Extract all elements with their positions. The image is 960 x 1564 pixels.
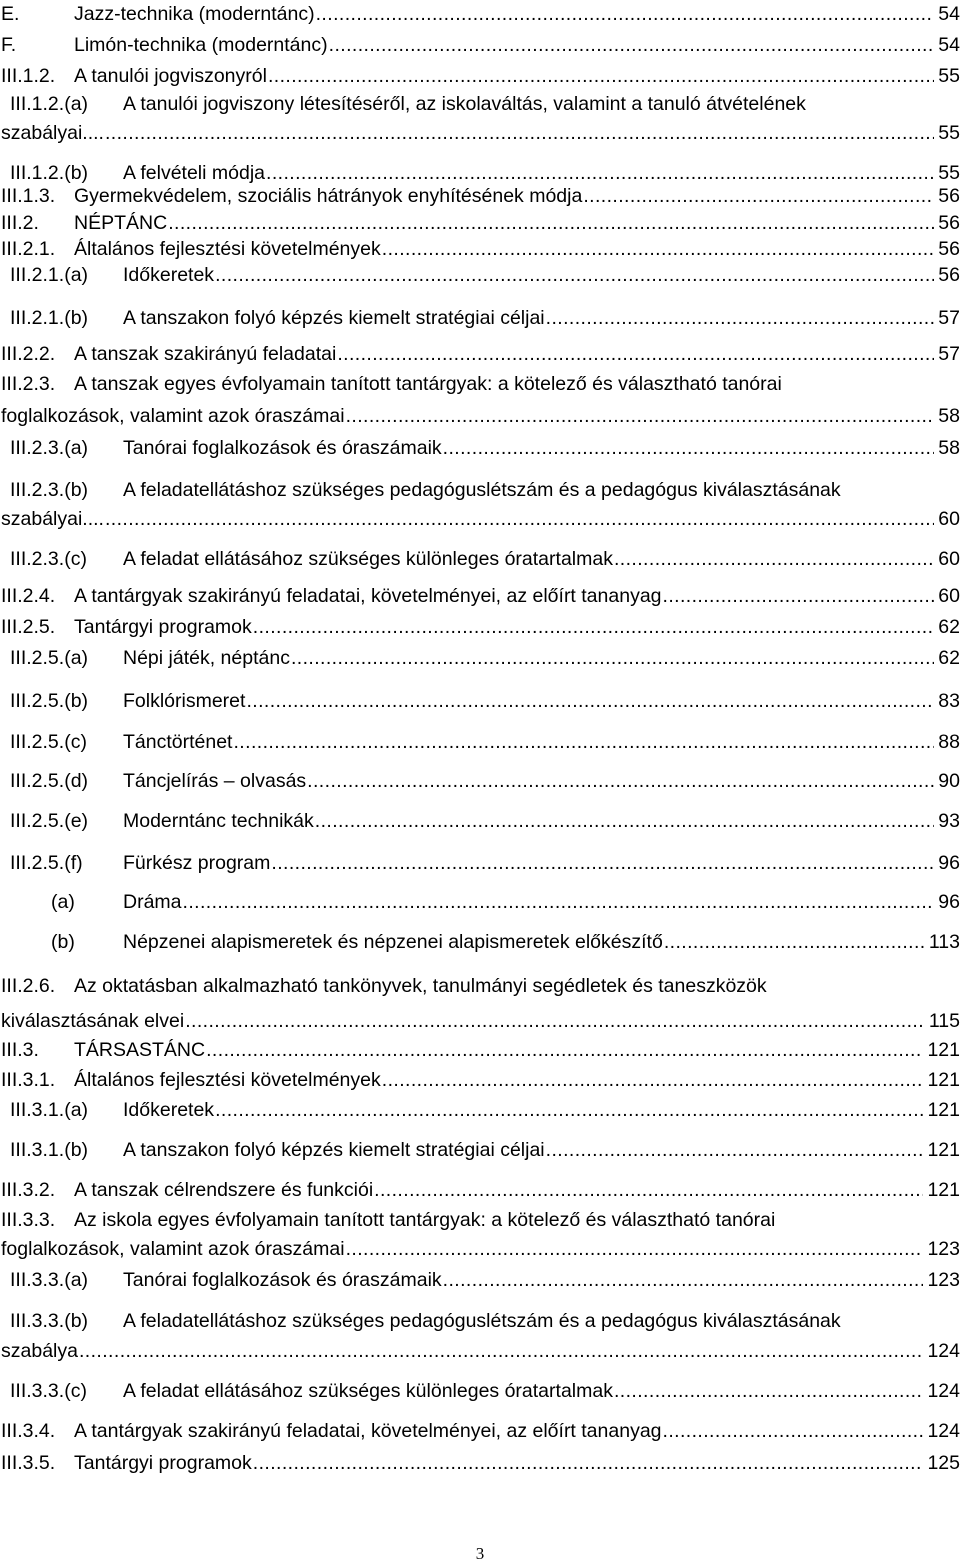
toc-entry-page: 125 (927, 1452, 960, 1474)
toc-entry-title: A tanszakon folyó képzés kiemelt stratégiai céljai (123, 1139, 545, 1161)
dot-leader (346, 403, 935, 429)
dot-leader (382, 1067, 924, 1093)
toc-entry (0, 1137, 960, 1163)
toc-entry-title: szabálya (1, 1340, 78, 1362)
toc-entry (0, 403, 960, 429)
toc-entry-number: III.1.2.(a) (10, 93, 89, 115)
dot-leader (246, 688, 934, 714)
toc-entry (0, 506, 960, 532)
toc-entry (0, 1308, 960, 1334)
toc-entry-page: 121 (927, 1099, 960, 1121)
toc-entry-number: III.2.3.(a) (10, 437, 89, 459)
toc-entry-page: 56 (938, 185, 960, 207)
toc-entry (0, 210, 960, 236)
toc-entry-number: III.1.2.(b) (10, 162, 89, 184)
dot-leader (346, 1236, 924, 1262)
dot-leader (253, 614, 935, 640)
toc-entry-number: III.2.5.(d) (10, 770, 89, 792)
toc-entry-title: Jazz-technika (moderntánc) (74, 3, 315, 25)
dot-leader (663, 1418, 924, 1444)
toc-entry-title: A tanulói jogviszony létesítéséről, az iskolaváltás, valamint a tanuló átvételének (123, 93, 806, 115)
toc-entry (0, 1418, 960, 1444)
toc-entry (0, 183, 960, 209)
toc-entry-page: 113 (928, 931, 960, 953)
toc-entry-page: 57 (938, 343, 960, 365)
toc-entry (0, 973, 960, 999)
toc-entry-title: NÉPTÁNC (74, 212, 168, 234)
toc-entry-title: Táncjelírás – olvasás (123, 770, 307, 792)
toc-entry (0, 63, 960, 89)
toc-entry-page: 83 (938, 690, 960, 712)
dot-leader (233, 729, 934, 755)
toc-entry (0, 1037, 960, 1063)
toc-entry-number: III.2.4. (1, 585, 56, 607)
toc-entry-number: E. (1, 3, 20, 25)
toc-entry-number: III.2.5.(f) (10, 852, 83, 874)
toc-entry-number: III.3.3.(c) (10, 1380, 87, 1402)
toc-entry-number: III.2.5.(a) (10, 647, 89, 669)
toc-entry (0, 236, 960, 262)
toc-entry-title: A feladatellátáshoz szükséges pedagóguslétszám és a pedagógus kiválasztásának (123, 479, 841, 501)
toc-entry-number: III.2.3. (1, 373, 56, 395)
toc-entry (0, 889, 960, 915)
dot-leader (105, 506, 934, 532)
dot-leader (168, 210, 934, 236)
toc-entry-title: Tánctörténet (123, 731, 233, 753)
toc-entry-title: Fürkész program (123, 852, 271, 874)
toc-entry-title: Az iskola egyes évfolyamain tanított tantárgyak: a kötelező és választható tanórai (74, 1209, 776, 1231)
dot-leader (215, 1097, 923, 1123)
toc-entry-page: 121 (927, 1069, 960, 1091)
dot-leader (253, 1450, 924, 1476)
toc-entry-title: Az oktatásban alkalmazható tankönyvek, tanulmányi segédletek és taneszközök (74, 975, 767, 997)
dot-leader (664, 929, 925, 955)
page-number: 3 (475, 1544, 485, 1563)
toc-entry-page: 57 (938, 307, 960, 329)
toc-entry (0, 1, 960, 27)
toc-entry-title: foglalkozások, valamint azok óraszámai (1, 405, 345, 427)
dot-leader (382, 236, 935, 262)
toc-entry-title: A tantárgyak szakirányú feladatai, követelményei, az előírt tananyag (74, 585, 662, 607)
toc-entry (0, 371, 960, 397)
toc-entry-number: III.3.1. (1, 1069, 56, 1091)
toc-entry-page: 62 (938, 616, 960, 638)
dot-leader (663, 583, 935, 609)
toc-entry-title: Tanórai foglalkozások és óraszámaik (123, 437, 442, 459)
toc-entry-title: foglalkozások, valamint azok óraszámai (1, 1238, 345, 1260)
dot-leader (443, 435, 935, 461)
toc-entry-title: Népi játék, néptánc (123, 647, 290, 669)
dot-leader (215, 262, 934, 288)
toc-entry (0, 1008, 960, 1034)
toc-entry-number: III.2.5. (1, 616, 56, 638)
toc-entry-number: III.1.3. (1, 185, 56, 207)
toc-entry (0, 1207, 960, 1233)
toc-entry-page: 115 (928, 1010, 960, 1032)
toc-entry-number: III.2.5.(e) (10, 810, 89, 832)
toc-entry (0, 1067, 960, 1093)
dot-leader (206, 1037, 923, 1063)
toc-entry-number: III.3.1.(b) (10, 1139, 89, 1161)
toc-entry-page: 124 (927, 1420, 960, 1442)
dot-leader (271, 850, 934, 876)
dot-leader (374, 1177, 923, 1203)
toc-entry-title: A tanszakon folyó képzés kiemelt stratégiai céljai (123, 307, 545, 329)
dot-leader (185, 1008, 925, 1034)
toc-entry (0, 729, 960, 755)
dot-leader (183, 889, 935, 915)
toc-entry-title: A feladatellátáshoz szükséges pedagóguslétszám és a pedagógus kiválasztásának (123, 1310, 841, 1332)
toc-entry (0, 341, 960, 367)
dot-leader (315, 808, 935, 834)
toc-entry (0, 850, 960, 876)
toc-entry-number: III.2.1.(a) (10, 264, 89, 286)
toc-entry-number: III.3.5. (1, 1452, 56, 1474)
toc-entry-page: 56 (938, 264, 960, 286)
toc-entry-page: 58 (938, 405, 960, 427)
toc-entry-title: Időkeretek (123, 264, 215, 286)
toc-entry (0, 768, 960, 794)
toc-entry (0, 546, 960, 572)
toc-entry-title: Általános fejlesztési követelmények (74, 1069, 381, 1091)
toc-entry-number: F. (1, 34, 17, 56)
dot-leader (337, 341, 934, 367)
toc-entry-title: Időkeretek (123, 1099, 215, 1121)
toc-entry-title: A felvételi módja (123, 162, 265, 184)
toc-entry-title: A tanszak célrendszere és funkciói (74, 1179, 374, 1201)
toc-entry-number: III.3.3.(b) (10, 1310, 89, 1332)
toc-entry-number: III.2.5.(c) (10, 731, 87, 753)
toc-entry-title: Tanórai foglalkozások és óraszámaik (123, 1269, 442, 1291)
toc-entry-title: Folklórismeret (123, 690, 246, 712)
toc-entry-page: 60 (938, 548, 960, 570)
toc-entry-page: 121 (927, 1179, 960, 1201)
toc-entry-page: 54 (938, 34, 960, 56)
dot-leader (614, 546, 934, 572)
toc-entry-page: 62 (938, 647, 960, 669)
toc-entry-number: (a) (51, 891, 75, 913)
toc-entry-title: Gyermekvédelem, szociális hátrányok enyhítésének módja (74, 185, 583, 207)
dot-leader (546, 1137, 924, 1163)
toc-entry-page: 96 (938, 891, 960, 913)
toc-entry (0, 91, 960, 117)
toc-entry-page: 123 (927, 1269, 960, 1291)
toc-entry (0, 1378, 960, 1404)
toc-entry-title: szabályai.... (1, 122, 104, 144)
toc-entry (0, 614, 960, 640)
toc-entry (0, 1236, 960, 1262)
toc-entry (0, 262, 960, 288)
toc-entry-page: 56 (938, 212, 960, 234)
toc-entry (0, 1450, 960, 1476)
toc-entry-number: III.2.2. (1, 343, 56, 365)
dot-leader (268, 63, 934, 89)
dot-leader (546, 305, 935, 331)
toc-entry (0, 1338, 960, 1364)
toc-entry-page: 55 (938, 122, 960, 144)
toc-entry-number: (b) (51, 931, 75, 953)
toc-entry (0, 688, 960, 714)
toc-entry-page: 56 (938, 238, 960, 260)
toc-entry-number: III.2.6. (1, 975, 56, 997)
toc-entry-number: III.3.3.(a) (10, 1269, 89, 1291)
toc-entry-title: A tanulói jogviszonyról (74, 65, 267, 87)
toc-entry (0, 1097, 960, 1123)
toc-entry-title: A feladat ellátásához szükséges különleges óratartalmak (123, 548, 613, 570)
toc-entry-title: Moderntánc technikák (123, 810, 314, 832)
dot-leader (614, 1378, 923, 1404)
toc-entry-number: III.2.5.(b) (10, 690, 89, 712)
toc-entry (0, 583, 960, 609)
toc-entry-title: A tantárgyak szakirányú feladatai, követelményei, az előírt tananyag (74, 1420, 662, 1442)
toc-entry-number: III.2. (1, 212, 39, 234)
toc-entry (0, 645, 960, 671)
toc-entry-page: 121 (927, 1039, 960, 1061)
toc-entry (0, 1267, 960, 1293)
toc-entry-number: III.3.2. (1, 1179, 56, 1201)
toc-entry-title: Dráma (123, 891, 182, 913)
toc-entry-number: III.2.1. (1, 238, 56, 260)
toc-entry-title: Tantárgyi programok (74, 1452, 252, 1474)
toc-entry (0, 929, 960, 955)
toc-entry-page: 88 (938, 731, 960, 753)
toc-entry-page: 60 (938, 585, 960, 607)
toc-entry-page: 121 (927, 1139, 960, 1161)
toc-entry-number: III.3.1.(a) (10, 1099, 89, 1121)
dot-leader (291, 645, 934, 671)
toc-entry-title: Limón-technika (moderntánc) (74, 34, 328, 56)
toc-entry-page: 123 (927, 1238, 960, 1260)
toc-entry-number: III.2.3.(b) (10, 479, 89, 501)
toc-entry-page: 93 (938, 810, 960, 832)
toc-entry-page: 55 (938, 162, 960, 184)
toc-entry-page: 124 (927, 1340, 960, 1362)
dot-leader (583, 183, 934, 209)
toc-entry-title: kiválasztásának elvei (1, 1010, 185, 1032)
toc-entry-page: 55 (938, 65, 960, 87)
toc-entry-number: III.3.4. (1, 1420, 56, 1442)
dot-leader (329, 32, 935, 58)
toc-entry (0, 1177, 960, 1203)
toc-entry-title: A feladat ellátásához szükséges különleges óratartalmak (123, 1380, 613, 1402)
dot-leader (443, 1267, 924, 1293)
toc-entry-title: Általános fejlesztési követelmények (74, 238, 381, 260)
toc-entry-number: III.2.1.(b) (10, 307, 89, 329)
toc-entry (0, 32, 960, 58)
toc-entry-page: 90 (938, 770, 960, 792)
toc-entry (0, 120, 960, 146)
toc-entry-title: Népzenei alapismeretek és népzenei alapismeretek előkészítő (123, 931, 663, 953)
toc-entry-page: 96 (938, 852, 960, 874)
dot-leader (316, 1, 935, 27)
toc-entry-title: A tanszak egyes évfolyamain tanított tantárgyak: a kötelező és választható tanórai (74, 373, 782, 395)
toc-entry-number: III.3. (1, 1039, 39, 1061)
toc-entry-number: III.2.3.(c) (10, 548, 87, 570)
dot-leader (79, 1338, 923, 1364)
toc-entry-number: III.1.2. (1, 65, 56, 87)
toc-entry-title: A tanszak szakirányú feladatai (74, 343, 337, 365)
toc-entry-page: 60 (938, 508, 960, 530)
toc-entry-page: 58 (938, 437, 960, 459)
toc-entry (0, 305, 960, 331)
toc-entry-title: szabályai.... (1, 508, 104, 530)
toc-entry (0, 477, 960, 503)
dot-leader (307, 768, 934, 794)
toc-entry-page: 54 (938, 3, 960, 25)
toc-entry (0, 808, 960, 834)
toc-entry-title: TÁRSASTÁNC (74, 1039, 206, 1061)
dot-leader (105, 120, 934, 146)
toc-entry (0, 435, 960, 461)
toc-entry-page: 124 (927, 1380, 960, 1402)
toc-entry-number: III.3.3. (1, 1209, 56, 1231)
toc-entry-title: Tantárgyi programok (74, 616, 252, 638)
